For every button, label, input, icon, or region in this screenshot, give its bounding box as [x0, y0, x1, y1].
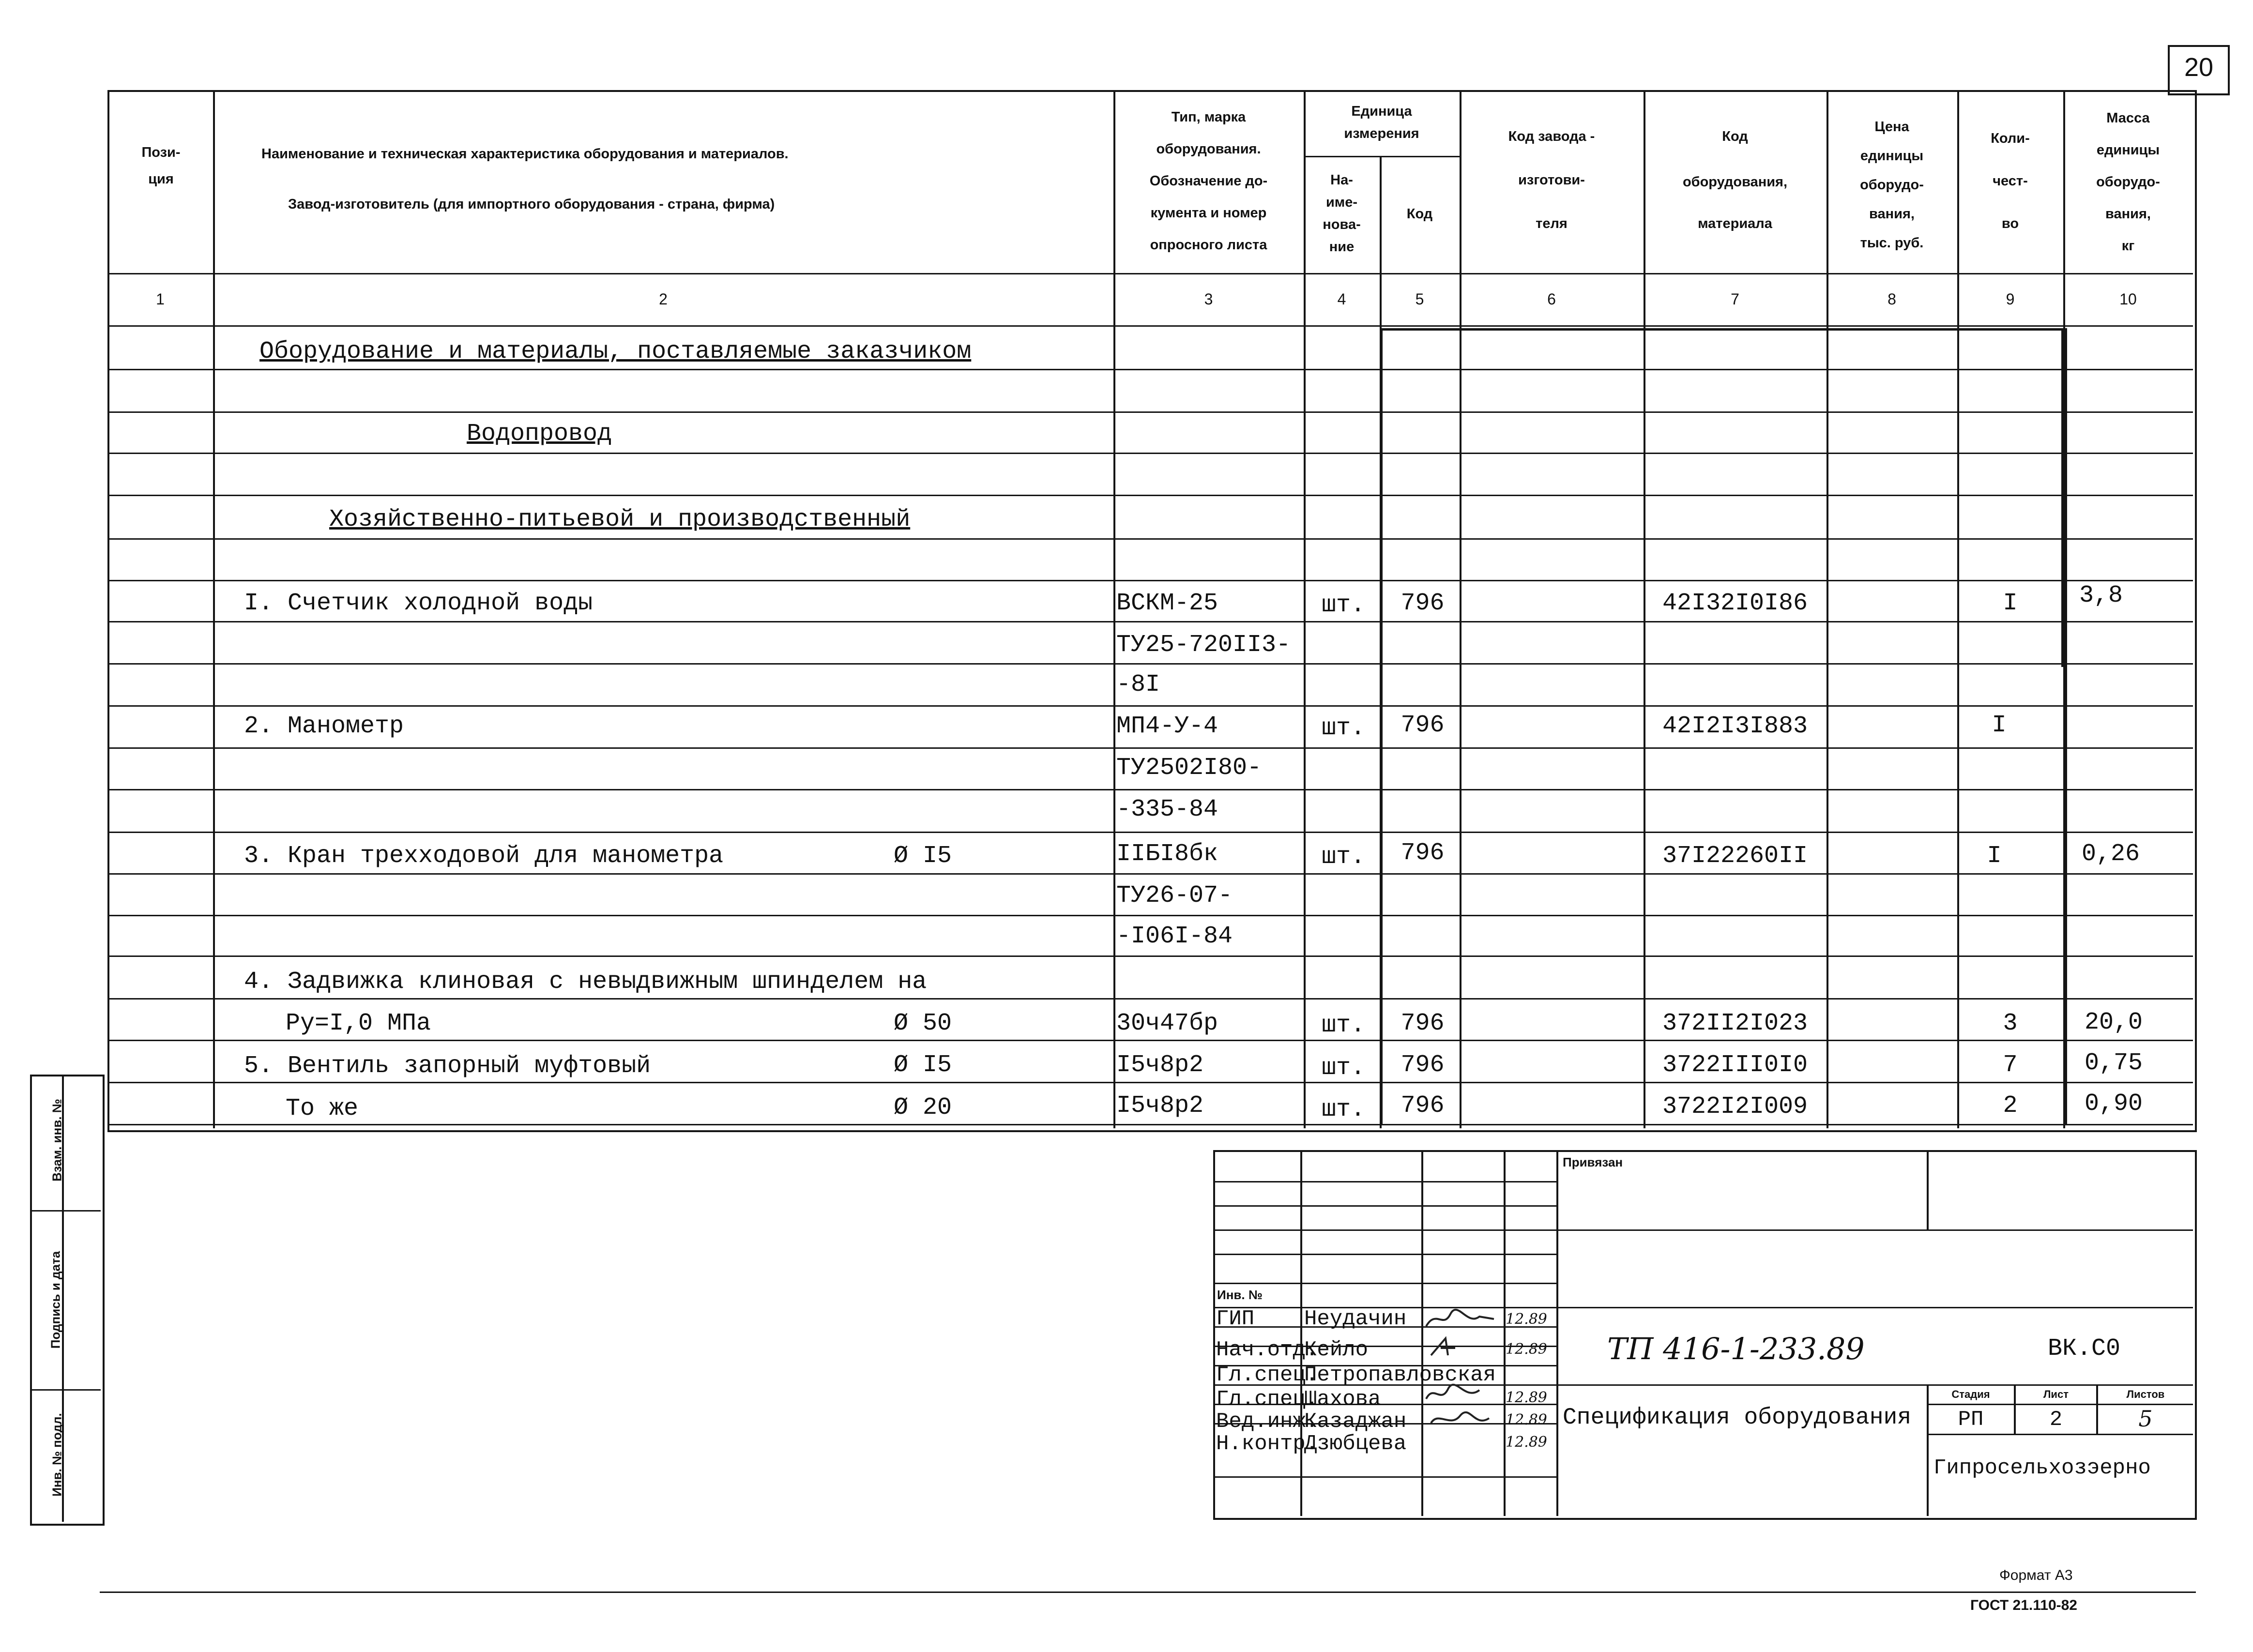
unit-group-header: Единица измерения: [1344, 104, 1419, 141]
document-code: ТП 416-1-233.89: [1607, 1331, 1865, 1366]
sheet-label: Лист: [2043, 1388, 2069, 1400]
item-qty: I: [1987, 842, 2002, 870]
colnum-4: 4: [1337, 290, 1346, 308]
item-type: 30ч47бр: [1116, 1010, 1218, 1037]
item-qty: I: [1992, 712, 2007, 739]
organization: Гипросельхозэерно: [1933, 1456, 2151, 1480]
col2-header-line1: Наименование и техническая характеристика оборудования и материалов.: [261, 146, 789, 162]
item-type: IIБI8бк: [1116, 840, 1218, 868]
item-unit-code: 796: [1401, 1092, 1445, 1120]
document-mark: ВК.С0: [2048, 1335, 2121, 1363]
staff-role: Н.контр.: [1216, 1432, 1319, 1456]
staff-date: 12.89: [1506, 1341, 1547, 1358]
item-type-doc2: -335-84: [1116, 796, 1218, 823]
item-material-code: 42I2I3I883: [1662, 712, 1808, 740]
colnum-10: 10: [2119, 290, 2137, 308]
section-supplied-by-customer: Оборудование и материалы, поставляемые заказчиком: [259, 338, 972, 365]
staff-role: Вед.инж.: [1216, 1410, 1319, 1434]
item-unit: шт.: [1321, 843, 1365, 871]
staff-name: Казаджан: [1304, 1410, 1407, 1434]
item-name: 2. Манометр: [244, 712, 404, 740]
item-mass: 0,26: [2082, 840, 2140, 868]
item-type-doc2: -8I: [1116, 671, 1160, 698]
sheet-value: 2: [2049, 1408, 2063, 1432]
format-label: Формат А3: [1999, 1567, 2073, 1583]
colnum-3: 3: [1204, 290, 1213, 308]
item-diameter: Ø I5: [894, 842, 952, 870]
col9-header: Коли- чест- во: [1991, 131, 2030, 231]
item-type: ВСКМ-25: [1116, 590, 1218, 617]
staff-date: 12.89: [1506, 1389, 1547, 1406]
item-diameter: Ø I5: [894, 1051, 952, 1079]
item-material-code: 42I32I0I86: [1662, 590, 1808, 617]
colnum-5: 5: [1415, 290, 1424, 308]
staff-role: Гл.спец.: [1216, 1387, 1319, 1411]
col10-header: Масса единицы оборудо- вания, кг: [2096, 110, 2160, 254]
item-type-doc2: -I06I-84: [1116, 923, 1233, 950]
item-mass: 3,8: [2079, 582, 2123, 609]
item-unit: шт.: [1321, 1096, 1365, 1123]
item-type: МП4-У-4: [1116, 712, 1218, 740]
stamp-signature-date: Подпись и дата: [48, 1251, 63, 1349]
col4-header: На- име- нова- ние: [1323, 172, 1361, 255]
item-mass: 0,75: [2085, 1049, 2143, 1077]
staff-name: Кейло: [1304, 1338, 1369, 1362]
colnum-6: 6: [1547, 290, 1556, 308]
stamp-replacement-inv: Взам. инв. №: [49, 1099, 64, 1182]
item-unit: шт.: [1321, 714, 1365, 742]
staff-name: Дзюбцева: [1304, 1432, 1407, 1456]
item-unit-code: 796: [1401, 590, 1445, 617]
staff-name: Неудачин: [1304, 1307, 1407, 1331]
col6-header: Код завода - изготови- теля: [1508, 129, 1595, 231]
item-type-doc: ТУ2502I80-: [1116, 754, 1262, 782]
stage-label: Стадия: [1951, 1388, 1990, 1400]
col3-header: Тип, марка оборудования. Обозначение до- кумента и номер опросного листа: [1149, 109, 1268, 253]
item-name: То же: [286, 1095, 359, 1122]
item-type-doc: ТУ25-720II3-: [1116, 631, 1291, 659]
colnum-1: 1: [156, 290, 165, 308]
item-diameter: Ø 50: [894, 1010, 952, 1037]
sheet-number: 20: [2184, 53, 2214, 82]
side-stamp: [30, 1075, 105, 1526]
col1-header: Пози- ция: [141, 145, 181, 187]
col7-header: Код оборудования, материала: [1682, 129, 1788, 231]
colnum-8: 8: [1888, 290, 1896, 308]
section-domestic: Хозяйственно-питьевой и производственный: [329, 506, 911, 533]
item-diameter: Ø 20: [894, 1094, 952, 1122]
staff-date: 12.89: [1506, 1411, 1547, 1428]
item-mass: 0,90: [2085, 1090, 2143, 1118]
item-material-code: 372II2I023: [1662, 1010, 1808, 1037]
sheets-label: Листов: [2126, 1388, 2165, 1400]
item-mass: 20,0: [2085, 1009, 2143, 1036]
item-name: 4. Задвижка клиновая с невыдвижным шпинделем на: [244, 968, 927, 996]
item-type: I5ч8р2: [1116, 1092, 1204, 1120]
item-unit-code: 796: [1401, 839, 1445, 867]
staff-name: Шахова: [1304, 1387, 1381, 1411]
col2-header-line2: Завод-изготовитель (для импортного оборудования - страна, фирма): [288, 197, 775, 212]
staff-role: Гл.спец.: [1216, 1363, 1319, 1387]
item-qty: 7: [2003, 1051, 2018, 1079]
col5-header: Код: [1406, 206, 1433, 222]
colnum-9: 9: [2006, 290, 2015, 308]
item-qty: I: [2003, 590, 2018, 617]
item-material-code: 3722I2I009: [1662, 1093, 1808, 1121]
stage-value: РП: [1958, 1408, 1984, 1432]
colnum-2: 2: [659, 290, 668, 308]
footer-rule: [100, 1591, 2196, 1593]
item-name: 3. Кран трехходовой для манометра: [244, 842, 724, 870]
item-unit-code: 796: [1401, 712, 1445, 739]
document-title: Спецификация оборудования: [1563, 1405, 1912, 1431]
section-water-supply: Водопровод: [467, 420, 612, 448]
staff-role: ГИП: [1216, 1307, 1255, 1331]
item-unit-code: 796: [1401, 1010, 1445, 1037]
item-qty: 2: [2003, 1092, 2018, 1120]
staff-name: Петропавловская: [1304, 1363, 1496, 1387]
signature-marks: [1421, 1307, 1504, 1438]
item-unit: шт.: [1321, 591, 1365, 619]
stamp-original-inv: Инв. № подл.: [49, 1413, 64, 1497]
staff-role: Нач.отд.: [1216, 1338, 1319, 1362]
item-qty: 3: [2003, 1010, 2018, 1037]
item-unit-code: 796: [1401, 1051, 1445, 1079]
item-unit: шт.: [1321, 1012, 1365, 1039]
staff-date: 12.89: [1506, 1434, 1547, 1451]
gost-label: ГОСТ 21.110-82: [1970, 1597, 2077, 1613]
staff-date: 12.89: [1506, 1311, 1547, 1328]
item-name: I. Счетчик холодной воды: [244, 590, 593, 617]
item-name: 5. Вентиль запорный муфтовый: [244, 1052, 651, 1080]
item-unit: шт.: [1321, 1054, 1365, 1082]
item-material-code: 37I22260II: [1662, 842, 1808, 870]
sheets-value: 5: [2138, 1406, 2153, 1432]
inv-label: Инв. №: [1217, 1288, 1263, 1302]
item-name-cont: Ру=I,0 МПа: [286, 1010, 431, 1037]
attached-label: Привязан: [1563, 1155, 1623, 1169]
item-type: I5ч8р2: [1116, 1051, 1204, 1079]
colnum-7: 7: [1731, 290, 1739, 308]
item-type-doc: ТУ26-07-: [1116, 882, 1233, 909]
col8-header: Цена единицы оборудо- вания, тыс. руб.: [1860, 119, 1924, 251]
item-material-code: 3722III0I0: [1662, 1051, 1808, 1079]
